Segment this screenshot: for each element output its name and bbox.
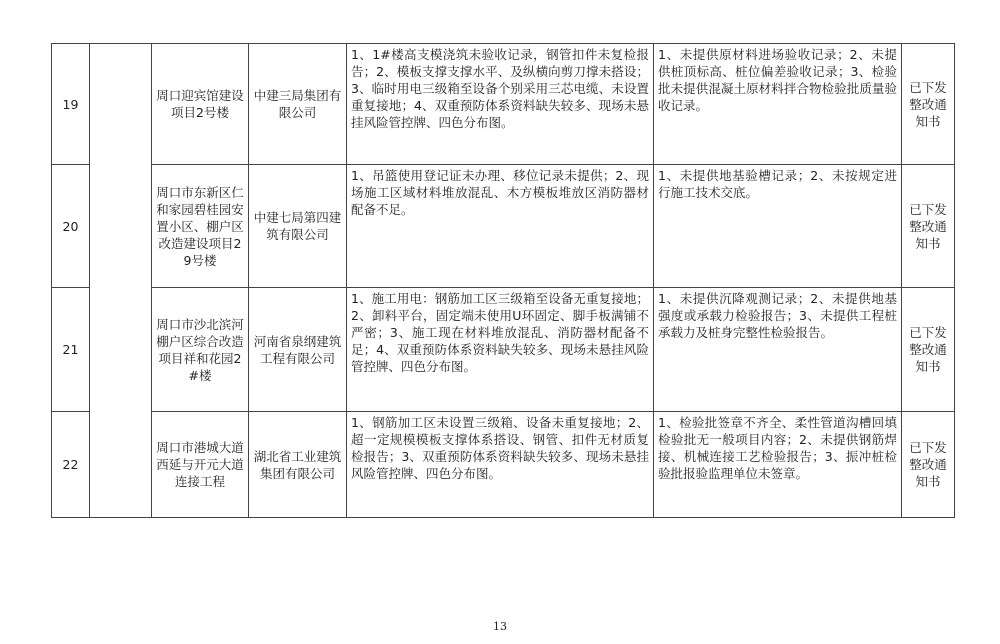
- action-taken: 已下发整改通知书: [902, 288, 955, 412]
- action-taken: 已下发整改通知书: [902, 412, 955, 518]
- project-name: 周口迎宾馆建设项目2号楼: [152, 44, 249, 165]
- project-name: 周口市沙北滨河棚户区综合改造项目祥和花园2#楼: [152, 288, 249, 412]
- table-row: [52, 44, 955, 165]
- company-name: 中建三局集团有限公司: [249, 44, 347, 165]
- safety-issues: 1、钢筋加工区未设置三级箱、设备未重复接地；2、超一定规模模板支撑体系搭设、钢管、扣件无材质复检报告；3、双重预防体系资料缺失较多、现场未悬挂风险管控牌、四色分布图。: [347, 412, 654, 518]
- action-taken: 已下发整改通知书: [902, 44, 955, 165]
- inspection-table: [51, 43, 955, 518]
- row-index: 20: [52, 165, 90, 288]
- table-row: [52, 288, 955, 412]
- project-name: 周口市东新区仁和家园碧桂园安置小区、棚户区改造建设项目29号楼: [152, 165, 249, 288]
- table-row: [52, 412, 955, 518]
- action-taken: 已下发整改通知书: [902, 165, 955, 288]
- quality-issues: 1、未提供沉降观测记录；2、未提供地基强度或承载力检验报告；3、未提供工程桩承载力及桩身完整性检验报告。: [654, 288, 902, 412]
- quality-issues: 1、未提供地基验槽记录；2、未按规定进行施工技术交底。: [654, 165, 902, 288]
- company-name: 湖北省工业建筑集团有限公司: [249, 412, 347, 518]
- table-row: [52, 165, 955, 288]
- company-name: 中建七局第四建筑有限公司: [249, 165, 347, 288]
- row-index: 22: [52, 412, 90, 518]
- company-name: 河南省泉纲建筑工程有限公司: [249, 288, 347, 412]
- row-index: 21: [52, 288, 90, 412]
- safety-issues: 1、施工用电：钢筋加工区三级箱至设备无重复接地；2、卸料平台，固定端未使用U环固定、脚手板满铺不严密；3、施工现在材料堆放混乱、消防器材配备不足；4、双重预防体系资料缺失较多、现场未悬挂风险管控牌、四色分布图。: [347, 288, 654, 412]
- safety-issues: 1、1#楼高支模浇筑未验收记录，钢管扣件未复检报告；2、模板支撑支撑水平、及纵横向剪刀撑未搭设；3、临时用电三级箱至设备个别采用三芯电缆、未设置重复接地；4、双重预防体系资料缺失较多、现场未悬挂风险管控牌、四色分布图。: [347, 44, 654, 165]
- row-index: 19: [52, 44, 90, 165]
- quality-issues: 1、检验批签章不齐全、柔性管道沟槽回填检验批无一般项目内容；2、未提供钢筋焊接、机械连接工艺检验报告；3、振冲桩检验批报验监理单位未签章。: [654, 412, 902, 518]
- merged-category-cell: [90, 44, 152, 518]
- project-name: 周口市港城大道西延与开元大道连接工程: [152, 412, 249, 518]
- page-number: 13: [493, 620, 507, 633]
- quality-issues: 1、未提供原材料进场验收记录；2、未提供桩顶标高、桩位偏差验收记录；3、检验批未提供混凝土原材料拌合物检验批质量验收记录。: [654, 44, 902, 165]
- safety-issues: 1、吊篮使用登记证未办理、移位记录未提供；2、现场施工区域材料堆放混乱、木方模板堆放区消防器材配备不足。: [347, 165, 654, 288]
